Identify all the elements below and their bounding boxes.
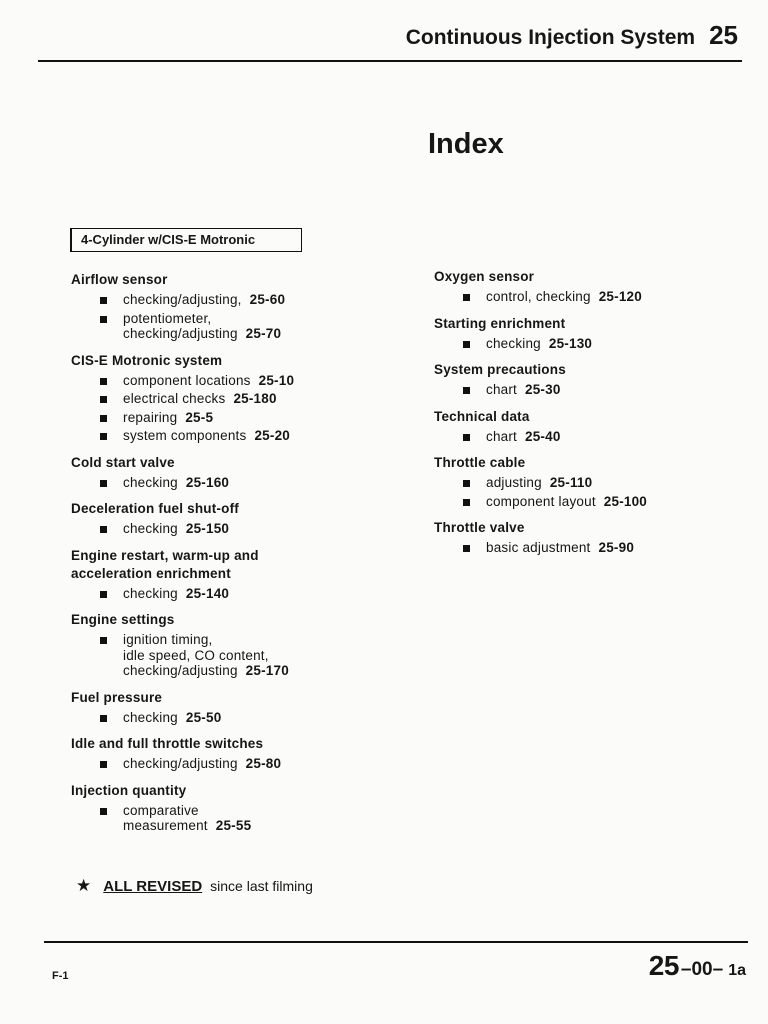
page-number-mid: –00– [680,959,724,980]
page-number-main: 25 [648,950,679,981]
index-heading: System precautions [434,362,566,377]
page-reference: 25-170 [245,663,289,678]
page-title: Index [428,128,504,160]
page-reference: 25-5 [185,409,214,425]
page-reference: 25-100 [603,493,648,509]
subitem-text: adjusting [486,475,542,490]
index-heading: CIS-E Motronic system [71,352,223,368]
index-subitem [71,475,401,491]
page-number-suffix: 1a [728,962,746,979]
index-subitem [434,475,734,491]
index-subitem [434,289,734,305]
index-heading: Starting enrichment [434,315,566,331]
index-column-left [71,271,401,844]
star-icon: ★ [76,876,92,895]
index-heading: Engine settings [71,612,175,627]
index-subitem [434,540,734,556]
page-number [649,950,746,982]
page-header [406,20,738,51]
index-entry [434,315,734,352]
index-entry [71,547,401,602]
header-rule [38,60,742,62]
index-subitem [71,410,401,426]
index-heading: Deceleration fuel shut-off [71,501,239,516]
index-entry [434,519,734,556]
subitem-text: checking [123,709,178,725]
page-reference: 25-140 [185,585,230,601]
subitem-text: checking [486,335,541,351]
subitem-text: control, checking [486,289,591,304]
subitem-text: ignition timing, idle speed, CO content, checking/adjusting [123,632,269,678]
index-entry [71,689,401,726]
header-title: Continuous Injection System [405,26,696,49]
index-subitem [71,428,401,444]
index-entry [71,735,401,772]
index-heading: Airflow sensor [71,272,168,287]
subitem-text: component layout [486,493,596,509]
page-reference: 25-160 [185,474,230,490]
subitem-text: chart [486,382,518,397]
subitem-text: chart [486,428,518,444]
index-heading: Engine restart, warm-up and acceleration enrichment [71,547,259,581]
index-heading: Throttle cable [434,455,526,470]
page-reference: 25-180 [233,391,277,406]
page-reference: 25-50 [185,709,222,725]
index-entry [434,268,734,305]
page-reference: 25-55 [215,818,252,833]
index-subitem [71,710,401,726]
index-heading: Throttle valve [434,520,525,535]
subitem-text: checking [123,521,178,536]
section-label: 4-Cylinder w/CIS-E Motronic [70,228,302,252]
index-subitem [71,311,401,342]
index-subitem [71,521,401,537]
subitem-text: basic adjustment [486,540,591,555]
chapter-number: 25 [709,20,738,50]
subitem-text: comparative measurement [123,802,208,833]
index-subitem [71,391,401,407]
index-entry [71,352,401,444]
index-entry [434,408,734,445]
index-column-right [434,268,734,566]
index-entry [71,782,401,834]
footer-rule [44,941,748,943]
page-reference: 25-60 [249,292,286,307]
index-heading: Oxygen sensor [434,269,535,284]
index-subitem [434,494,734,510]
index-heading: Idle and full throttle switches [71,736,264,751]
index-subitem [71,292,401,308]
index-entry [71,500,401,537]
subitem-text: potentiometer, checking/adjusting [123,310,238,341]
index-subitem [434,336,734,352]
revised-note [76,876,313,896]
revised-text: since last filming [210,878,313,894]
index-subitem [71,586,401,602]
footer-code: F-1 [52,970,69,982]
index-heading: Injection quantity [71,782,187,798]
page-reference: 25-150 [185,521,230,536]
page-reference: 25-80 [245,756,282,771]
page-reference: 25-110 [549,475,593,490]
revised-label: ALL REVISED [103,878,203,895]
subitem-text: checking [123,585,178,601]
page-reference: 25-10 [258,372,295,388]
index-heading: Fuel pressure [71,689,163,705]
subitem-text: repairing [123,409,178,425]
page-reference: 25-130 [548,335,593,351]
index-subitem [71,373,401,389]
index-subitem [71,632,401,679]
index-subitem [434,382,734,398]
index-entry [71,611,401,679]
subitem-text: checking [123,474,178,490]
subitem-text: checking/adjusting, [123,292,242,307]
subitem-text: component locations [123,372,251,388]
subitem-text: checking/adjusting [123,756,238,771]
index-heading: Cold start valve [71,454,175,470]
index-entry [71,454,401,491]
index-entry [434,361,734,398]
subitem-text: electrical checks [123,391,226,406]
page-reference: 25-40 [525,428,561,444]
page-reference: 25-70 [245,326,282,341]
index-heading: Technical data [434,408,530,424]
page-reference: 25-120 [598,289,642,304]
index-subitem [71,756,401,772]
page-reference: 25-20 [254,428,290,443]
page-reference: 25-30 [525,382,561,397]
index-entry [71,271,401,342]
page-reference: 25-90 [598,540,635,555]
index-subitem [71,803,401,834]
index-entry [434,454,734,509]
subitem-text: system components [123,428,247,443]
index-subitem [434,429,734,445]
